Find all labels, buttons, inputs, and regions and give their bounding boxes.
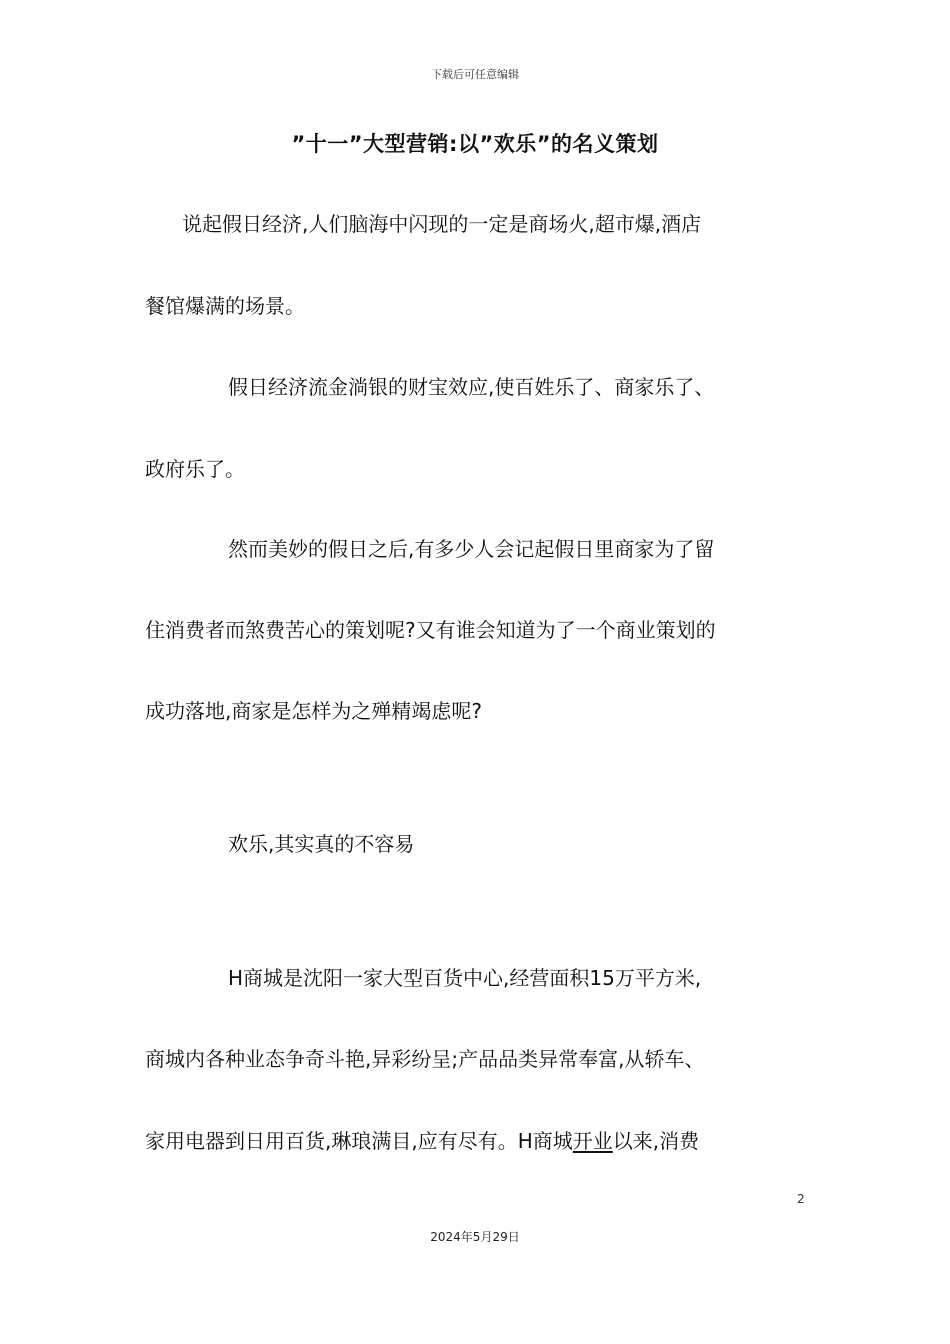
- section-subheading: 欢乐,其实真的不容易: [228, 832, 415, 856]
- document-title: ”十一”大型营销:以”欢乐”的名义策划: [291, 132, 659, 156]
- paragraph-1-line-1: 说起假日经济,人们脑海中闪现的一定是商场火,超市爆,酒店: [182, 212, 702, 236]
- paragraph-4-line-3-tail: 以来,消费: [612, 1129, 700, 1153]
- paragraph-3-line-1: 然而美妙的假日之后,有多少人会记起假日里商家为了留: [228, 537, 715, 561]
- paragraph-4-line-3: [145, 1125, 810, 1154]
- page-number: 2: [797, 1192, 805, 1206]
- paragraph-4-line-3-text: 家用电器到日用百货,琳琅满目,应有尽有。H商城: [145, 1129, 573, 1153]
- page-header: 下载后可任意编辑: [431, 68, 519, 81]
- paragraph-4-line-1: H商城是沈阳一家大型百货中心,经营面积15万平方米,: [228, 966, 702, 990]
- paragraph-3-line-2: 住消费者而煞费苦心的策划呢?又有谁会知道为了一个商业策划的: [145, 618, 716, 642]
- opening-link[interactable]: 开业: [572, 1129, 613, 1153]
- paragraph-1-line-2: 餐馆爆满的场景。: [145, 294, 305, 318]
- paragraph-3-line-3: 成功落地,商家是怎样为之殚精竭虑呢?: [145, 699, 482, 723]
- paragraph-4-line-2: 商城内各种业态争奇斗艳,异彩纷呈;产品品类异常奉富,从轿车、: [145, 1047, 705, 1071]
- paragraph-2-line-1: 假日经济流金淌银的财宝效应,使百姓乐了、商家乐了、: [228, 375, 715, 399]
- page-footer-date: 2024年5月29日: [430, 1230, 520, 1244]
- paragraph-2-line-2: 政府乐了。: [145, 457, 245, 481]
